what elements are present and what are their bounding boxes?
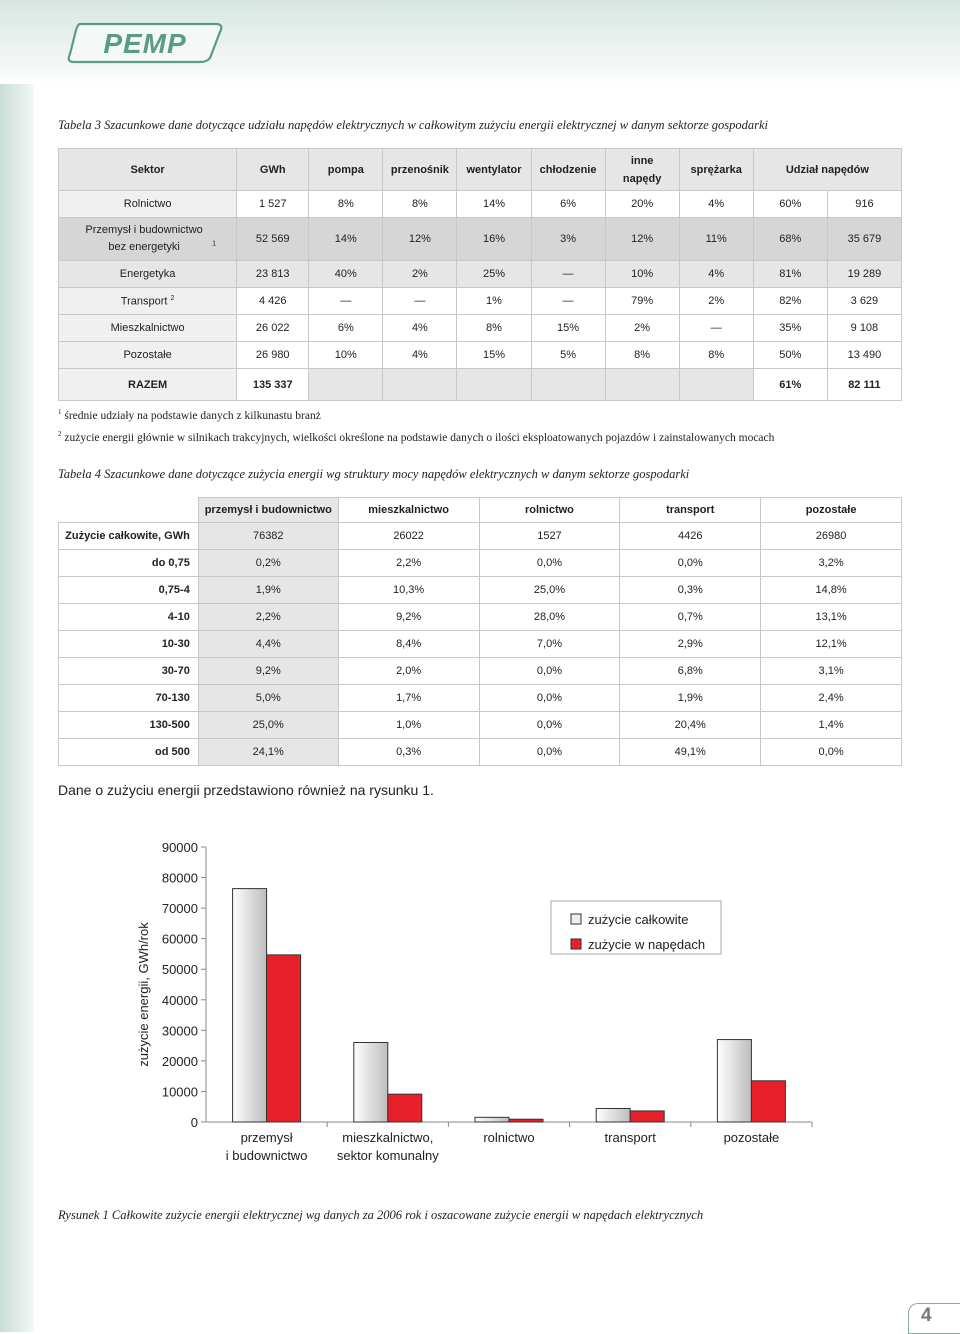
- table-cell: 4426: [620, 523, 761, 550]
- table-cell: 16%: [457, 218, 531, 261]
- table-cell: 6%: [309, 315, 383, 342]
- table-cell: 24,1%: [198, 739, 338, 766]
- legend-swatch: [571, 939, 581, 949]
- footnote-1: $^1$ średnie udziały na podstawie danych z kilkunastu branż: [58, 408, 321, 422]
- table-cell: Transport $^2$: [59, 288, 237, 315]
- x-tick-label: sektor komunalny: [336, 1148, 439, 1163]
- y-tick-label: 10000: [161, 1084, 198, 1100]
- y-tick-label: 20000: [161, 1053, 198, 1069]
- table-cell: 52 569: [237, 218, 309, 261]
- table-cell: 26 022: [237, 315, 309, 342]
- table-cell: 8%: [679, 342, 753, 369]
- table4: [58, 497, 902, 766]
- y-tick-label: 80000: [161, 870, 198, 886]
- table-cell: 11%: [679, 218, 753, 261]
- table-row: [59, 550, 902, 577]
- bar-total: [717, 1040, 751, 1122]
- table-cell: 25,0%: [198, 712, 338, 739]
- table-row: [59, 685, 902, 712]
- table-row: [59, 577, 902, 604]
- header-cell: przemysł i budownictwo: [198, 498, 338, 523]
- bar-drives: [267, 955, 301, 1122]
- bar-total: [233, 889, 267, 1122]
- svg-text:PEMP: PEMP: [103, 28, 187, 59]
- body-paragraph: Dane o zużyciu energii przedstawiono również na rysunku 1.: [58, 782, 434, 798]
- table-cell: 7,0%: [479, 631, 620, 658]
- total-label: RAZEM: [59, 369, 237, 401]
- table-cell: Mieszkalnictwo: [59, 315, 237, 342]
- table-cell: 0,0%: [761, 739, 902, 766]
- header-cell: Sektor: [59, 149, 237, 191]
- table-cell: 19 289: [827, 261, 901, 288]
- header-cell: przenośnik: [383, 149, 457, 191]
- y-tick-label: 40000: [161, 992, 198, 1008]
- table-cell: 1,9%: [198, 577, 338, 604]
- table-row: [59, 631, 902, 658]
- header-cell: chłodzenie: [531, 149, 605, 191]
- table-cell: 40%: [309, 261, 383, 288]
- row-header: Zużycie całkowite, GWh: [59, 523, 199, 550]
- table-cell: 2%: [605, 315, 679, 342]
- table-cell: 0,0%: [479, 739, 620, 766]
- table-cell: 1,0%: [338, 712, 479, 739]
- empty-cell: [531, 369, 605, 401]
- table-cell: 3%: [531, 218, 605, 261]
- table-cell: 49,1%: [620, 739, 761, 766]
- pemp-logo: [66, 22, 224, 64]
- row-header: 0,75-4: [59, 577, 199, 604]
- table-cell: 4%: [383, 315, 457, 342]
- header-cell: sprężarka: [679, 149, 753, 191]
- row-header: 10-30: [59, 631, 199, 658]
- table-cell: 23 813: [237, 261, 309, 288]
- table-cell: 26022: [338, 523, 479, 550]
- table-cell: 8%: [457, 315, 531, 342]
- y-tick-label: 0: [190, 1115, 198, 1130]
- table-cell: 26980: [761, 523, 902, 550]
- table-cell: 26 980: [237, 342, 309, 369]
- left-decorative-bar: [0, 0, 34, 1332]
- table-cell: Przemysł i budownictwo bez energetyki $^1$: [59, 218, 237, 261]
- table-cell: 2,2%: [198, 604, 338, 631]
- row-header: do 0,75: [59, 550, 199, 577]
- table-row: [59, 288, 902, 315]
- table-cell: Energetyka: [59, 261, 237, 288]
- table-cell: 1 527: [237, 191, 309, 218]
- table-cell: 2%: [383, 261, 457, 288]
- bar-drives: [630, 1111, 664, 1122]
- table-cell: 50%: [753, 342, 827, 369]
- table-cell: 3,2%: [761, 550, 902, 577]
- table-cell: 2,2%: [338, 550, 479, 577]
- table-cell: 9 108: [827, 315, 901, 342]
- table-cell: 12%: [383, 218, 457, 261]
- table-cell: 28,0%: [479, 604, 620, 631]
- table3-header-row: [59, 149, 902, 191]
- x-tick-label: pozostałe: [723, 1130, 780, 1145]
- empty-cell: [679, 369, 753, 401]
- table-cell: 12%: [605, 218, 679, 261]
- table-cell: 13,1%: [761, 604, 902, 631]
- table-cell: 25%: [457, 261, 531, 288]
- legend-swatch: [571, 914, 581, 924]
- table-cell: 0,3%: [338, 739, 479, 766]
- table-cell: —: [531, 288, 605, 315]
- table-cell: 60%: [753, 191, 827, 218]
- row-header: od 500: [59, 739, 199, 766]
- table-cell: 6,8%: [620, 658, 761, 685]
- bar-total: [354, 1042, 388, 1122]
- table-cell: —: [309, 288, 383, 315]
- table-cell: 15%: [457, 342, 531, 369]
- table-cell: 0,0%: [479, 685, 620, 712]
- table-cell: 916: [827, 191, 901, 218]
- table-cell: 20,4%: [620, 712, 761, 739]
- legend-label: zużycie całkowite: [588, 912, 689, 927]
- table-cell: 0,0%: [620, 550, 761, 577]
- table-cell: 68%: [753, 218, 827, 261]
- table-cell: 14%: [457, 191, 531, 218]
- bar-total: [596, 1108, 630, 1122]
- table-cell: 0,3%: [620, 577, 761, 604]
- table-cell: 79%: [605, 288, 679, 315]
- energy-chart: [120, 830, 820, 1180]
- table-cell: —: [679, 315, 753, 342]
- table-cell: 4 426: [237, 288, 309, 315]
- table-cell: 9,2%: [338, 604, 479, 631]
- table-cell: 3 629: [827, 288, 901, 315]
- table-cell: 8,4%: [338, 631, 479, 658]
- x-tick-label: mieszkalnictwo,: [342, 1130, 434, 1145]
- table-row: [59, 261, 902, 288]
- table-cell: 1,9%: [620, 685, 761, 712]
- table-total-row: [59, 369, 902, 401]
- table-cell: 2,9%: [620, 631, 761, 658]
- table-row: [59, 191, 902, 218]
- footnote-2: $^2$ zużycie energii głównie w silnikach trakcyjnych, wielkości określone na podstawie danych o ilości eksploatowanych pojazdów i zainstalowanych mocach: [58, 430, 775, 444]
- table-cell: 4%: [679, 191, 753, 218]
- bar-total: [475, 1117, 509, 1122]
- table-cell: 9,2%: [198, 658, 338, 685]
- table-cell: 10,3%: [338, 577, 479, 604]
- table-cell: 14%: [309, 218, 383, 261]
- header-cell: mieszkalnictwo: [338, 498, 479, 523]
- table-cell: 15%: [531, 315, 605, 342]
- x-tick-label: przemysł: [240, 1130, 293, 1145]
- table-cell: Rolnictwo: [59, 191, 237, 218]
- bar-drives: [388, 1094, 422, 1122]
- header-cell: GWh: [237, 149, 309, 191]
- table4-header-row: [59, 498, 902, 523]
- legend-label: zużycie w napędach: [588, 937, 706, 952]
- y-axis-label: zużycie energii, GWh/rok: [136, 922, 151, 1067]
- table-cell: 10%: [309, 342, 383, 369]
- header-cell: inne napędy: [605, 149, 679, 191]
- table-cell: —: [531, 261, 605, 288]
- table-cell: 1%: [457, 288, 531, 315]
- empty-cell: [605, 369, 679, 401]
- table-cell: 81%: [753, 261, 827, 288]
- table-row: [59, 523, 902, 550]
- total-share: 61%: [753, 369, 827, 401]
- table-cell: 3,1%: [761, 658, 902, 685]
- table-cell: 1527: [479, 523, 620, 550]
- x-tick-label: transport: [604, 1130, 656, 1145]
- header-cell: pompa: [309, 149, 383, 191]
- table-cell: —: [383, 288, 457, 315]
- table-cell: 35%: [753, 315, 827, 342]
- table-cell: 5,0%: [198, 685, 338, 712]
- figure-caption: Rysunek 1 Całkowite zużycie energii elektrycznej wg danych za 2006 rok i oszacowane zużycie energii w napędach elektrycznych: [58, 1208, 704, 1222]
- table-cell: 0,0%: [479, 712, 620, 739]
- row-header: 70-130: [59, 685, 199, 712]
- table-row: [59, 218, 902, 261]
- y-tick-label: 30000: [161, 1023, 198, 1039]
- empty-cell: [309, 369, 383, 401]
- header-cell: Udział napędów: [753, 149, 901, 191]
- table4-caption: Tabela 4 Szacunkowe dane dotyczące zużycia energii wg struktury mocy napędów elektrycznych w danym sektorze gospodarki: [58, 467, 690, 481]
- header-cell: rolnictwo: [479, 498, 620, 523]
- table-cell: 10%: [605, 261, 679, 288]
- y-tick-label: 70000: [161, 901, 198, 917]
- table-cell: 12,1%: [761, 631, 902, 658]
- total-value: 82 111: [827, 369, 901, 401]
- table-row: [59, 739, 902, 766]
- table-cell: 1,7%: [338, 685, 479, 712]
- header-cell: wentylator: [457, 149, 531, 191]
- table-row: [59, 658, 902, 685]
- table-cell: Pozostałe: [59, 342, 237, 369]
- table-row: [59, 315, 902, 342]
- table-cell: 2,4%: [761, 685, 902, 712]
- x-tick-label: i budownictwo: [225, 1148, 308, 1163]
- table-cell: 20%: [605, 191, 679, 218]
- table-cell: 35 679: [827, 218, 901, 261]
- table-cell: 2,0%: [338, 658, 479, 685]
- header-cell: transport: [620, 498, 761, 523]
- page-number-tab: [908, 1303, 960, 1334]
- table-row: [59, 342, 902, 369]
- y-tick-label: 90000: [161, 840, 198, 855]
- table-cell: 0,7%: [620, 604, 761, 631]
- table-cell: 8%: [605, 342, 679, 369]
- table-cell: 2%: [679, 288, 753, 315]
- table-cell: 5%: [531, 342, 605, 369]
- y-tick-label: 60000: [161, 931, 198, 947]
- table-cell: 1,4%: [761, 712, 902, 739]
- table-cell: 0,0%: [479, 550, 620, 577]
- page-number: 4: [921, 1305, 932, 1326]
- table-cell: 4%: [679, 261, 753, 288]
- row-header: 4-10: [59, 604, 199, 631]
- table-cell: 76382: [198, 523, 338, 550]
- bar-drives: [509, 1119, 543, 1122]
- table-cell: 82%: [753, 288, 827, 315]
- table-cell: 13 490: [827, 342, 901, 369]
- empty-cell: [383, 369, 457, 401]
- row-header: 130-500: [59, 712, 199, 739]
- header-cell: pozostałe: [761, 498, 902, 523]
- table-row: [59, 712, 902, 739]
- table-cell: 0,0%: [479, 658, 620, 685]
- total-gwh: 135 337: [237, 369, 309, 401]
- x-tick-label: rolnictwo: [483, 1130, 535, 1145]
- table-cell: 4,4%: [198, 631, 338, 658]
- y-tick-label: 50000: [161, 962, 198, 978]
- table-cell: 4%: [383, 342, 457, 369]
- table-cell: 14,8%: [761, 577, 902, 604]
- table-cell: 25,0%: [479, 577, 620, 604]
- table-cell: 0,2%: [198, 550, 338, 577]
- bar-drives: [751, 1081, 785, 1122]
- table3: [58, 148, 902, 401]
- table3-caption: Tabela 3 Szacunkowe dane dotyczące udziału napędów elektrycznych w całkowitym zużyciu energii elektrycznej w danym sektorze gospodarki: [58, 118, 769, 132]
- empty-cell: [457, 369, 531, 401]
- empty-corner: [59, 498, 199, 523]
- table-cell: 8%: [383, 191, 457, 218]
- table-row: [59, 604, 902, 631]
- row-header: 30-70: [59, 658, 199, 685]
- table-cell: 6%: [531, 191, 605, 218]
- table-cell: 8%: [309, 191, 383, 218]
